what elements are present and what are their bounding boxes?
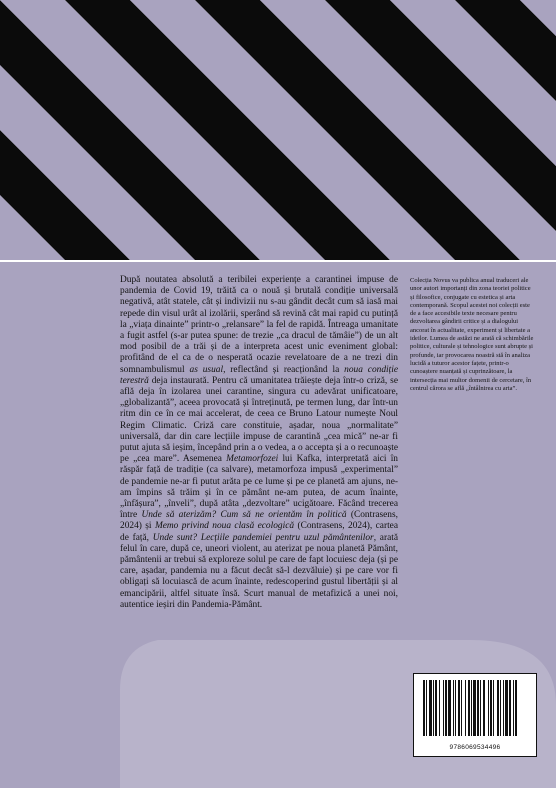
barcode-bar bbox=[453, 680, 454, 736]
barcode-bar bbox=[490, 680, 492, 736]
barcode-bar bbox=[426, 680, 427, 736]
barcode-bar bbox=[483, 680, 485, 736]
barcode-bar bbox=[468, 680, 470, 736]
barcode-bar bbox=[433, 680, 434, 736]
barcode-bar bbox=[443, 680, 444, 736]
barcode-bar bbox=[515, 680, 517, 736]
barcode-bar bbox=[435, 680, 437, 736]
barcode-bar bbox=[505, 680, 508, 736]
barcode-bar bbox=[429, 680, 432, 736]
barcode-bar bbox=[493, 680, 494, 736]
isbn-number: 9786069534496 bbox=[449, 744, 501, 751]
barcode-bar bbox=[488, 680, 489, 736]
barcode-bars bbox=[421, 680, 529, 736]
barcode-bar bbox=[471, 680, 472, 736]
barcode-bar bbox=[423, 680, 425, 736]
barcode-bar bbox=[445, 680, 447, 736]
barcode bbox=[413, 673, 537, 757]
barcode-bar bbox=[455, 680, 456, 736]
barcode-bar bbox=[461, 680, 462, 736]
barcode-bar bbox=[473, 680, 476, 736]
barcode-bar bbox=[439, 680, 440, 736]
barcode-bar bbox=[509, 680, 511, 736]
barcode-bar bbox=[513, 680, 514, 736]
barcode-bar bbox=[465, 680, 466, 736]
barcode-bar bbox=[497, 680, 499, 736]
main-description: După noutatea absolută a teribilei experiențe a carantinei impuse de pandemia de Covid 19, trăită ca o nouă și brutală condiție universală negativă, atât statele, cât și indivizii nu s-au gândit decât cum să iasă mai repede din visul urât al izolării, sperând să revină cât mai rapid cu putință la „viața dinainte” printr-o „relansare” la fel de rapidă. Întreaga umanitate a fugit astfel (s-ar putea spune: de trezie „ca dracul de tămâie”) de un alt mod posibil de a trăi și de a interpreta acest unic eveniment global: profitând de el ca de o nesperată ocazie revelatoare de a ne trezi din somnambulismul as usual, reflectând și reacționând la noua condiție terestră deja instaurată. Pentru că umanitatea trăiește deja într-o criză, se află deja în izolarea unei carantine, singura cu adevărat unificatoare, „globalizantă”, aceea provocată și întreținută, pe termen lung, dar într-un ritm din ce în ce mai accelerat, de ceea ce Bruno Latour numește Noul Regim Climatic. Criză care constituie, așadar, noua „normalitate” universală, dar din care lecțiile impuse de carantină „cea mică” ne-ar fi putut ajuta să ieșim, începând prin a o vedea, a o accepta și a o recunoaște pe „cea mare”. Asemenea Metamorfozei lui Kafka, interpretată aici în răspăr față de tradiție (ca salvare), metamorfoza impusă „experimental” de pandemie ne-ar fi putut arăta pe ce lume și pe ce planetă am ajuns, ne-am împins să trăim și în ce pământ ne-am putea, de acum înainte, „înfășura”, „înveli”, după atâta „dezvoltare” ucigătoare. Făcând trecerea între Unde să aterizăm? Cum să ne orientăm în politică (Contrasens, 2024) și Memo privind noua clasă ecologică (Contrasens, 2024), cartea de față, Unde sunt? Lecțiile pandemiei pentru uzul pământenilor, arată felul în care, după ce, uneori violent, au aterizat pe noua planetă Pământ, pământenii ar trebui să exploreze solul pe care de fapt locuiesc deja (și pe care, așadar, pandemia nu a făcut decât să-l dezvăluie) și pe care vor fi obligați să locuiască de acum înainte, redescoperind gustul libertății și al emancipării, altfel situate însă. Scurt manual de metafizică a unei noi, autentice ieșiri din Pandemia-Pământ. bbox=[120, 275, 399, 610]
barcode-bar bbox=[480, 680, 481, 736]
collection-description: Colecția Novus va publica anual traduceri ale unor autori importanți din zona teoriei politice și filosofice, conjugate cu estetica și arta contemporană. Scopul acestei noi colecții este de a face accesibile texte necesare pentru dezvoltarea gândirii critice și a dialogului ancorat în actualitate, experiment și libertate a ideilor. Lumea de astăzi ne arată că schimbările politice, culturale și tehnologice sunt abrupte și profunde, iar provocarea noastră stă în analiza lucidă a tuturor acestor fațete, printr-o cunoaștere nuanțată și cuprinzătoare, la intersecția mai multor domenii de cercetare, în centrul cărora se află „întâlnirea cu arta”. bbox=[410, 277, 534, 392]
barcode-bar bbox=[477, 680, 479, 736]
barcode-bar bbox=[448, 680, 451, 736]
barcode-bar bbox=[500, 680, 501, 736]
barcode-bar bbox=[458, 680, 460, 736]
barcode-bar bbox=[503, 680, 504, 736]
